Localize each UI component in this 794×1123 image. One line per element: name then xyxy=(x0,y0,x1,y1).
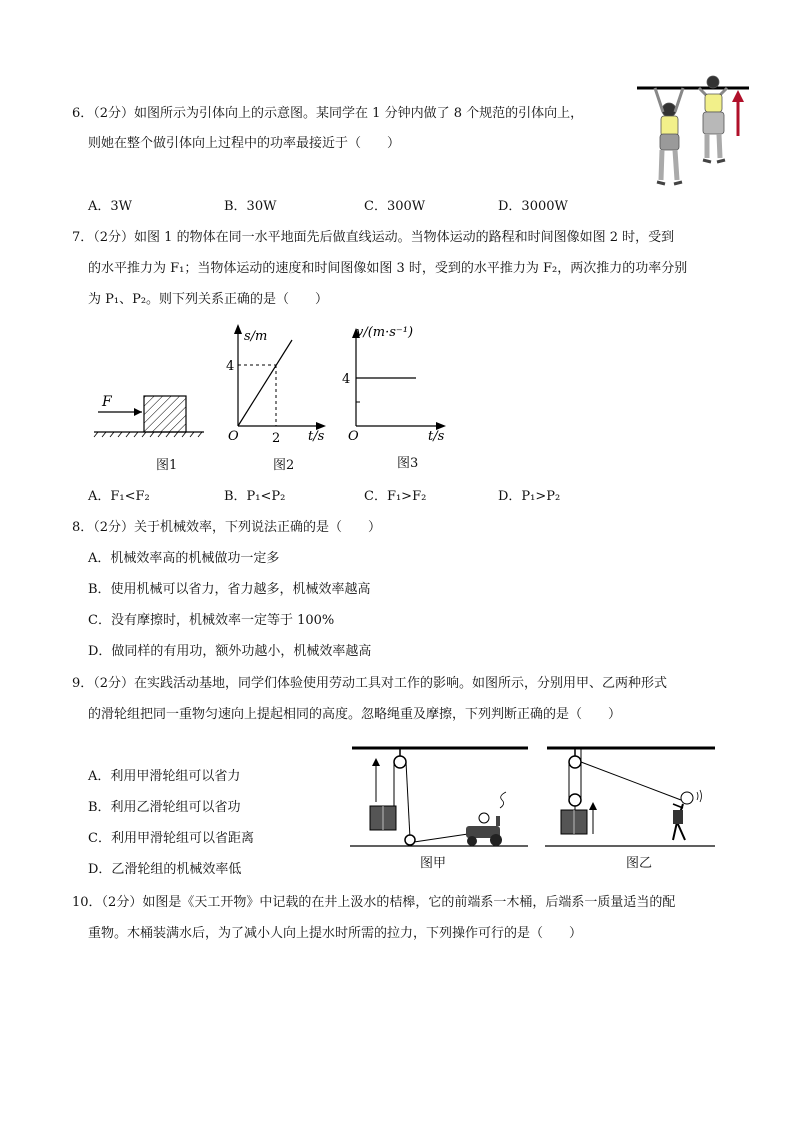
q7-fig3-ytick: 4 xyxy=(342,372,351,387)
q9-line2: 的滑轮组把同一重物匀速向上提起相同的高度。忽略绳重及摩擦，下列判断正确的是（ ） xyxy=(88,707,622,722)
q7-option-b[interactable]: B．P₁<P₂ xyxy=(224,489,286,504)
q10-line2: 重物。木桶装满水后，为了减小人向上提水时所需的拉力，下列操作可行的是（ ） xyxy=(88,926,583,941)
q8-option-b[interactable]: B．使用机械可以省力，省力越多，机械效率越高 xyxy=(88,582,371,597)
q7-figure-2-caption: 图2 xyxy=(273,458,295,473)
q8-option-d[interactable]: D．做同样的有用功，额外功越小，机械效率越高 xyxy=(88,644,372,659)
q7-fig2-ytick: 4 xyxy=(226,359,235,374)
q7-line1: 7．（2分）如图 1 的物体在同一水平地面先后做直线运动。当物体运动的路程和时间图像如图 2 时，受到 xyxy=(72,230,675,245)
q7-fig3-ylabel: v/(m·s⁻¹) xyxy=(356,325,414,340)
q6-line1: 6．（2分）如图所示为引体向上的示意图。某同学在 1 分钟内做了 8 个规范的引体向上， xyxy=(72,106,584,121)
q7-fig3-origin: O xyxy=(348,429,359,444)
q7-figure-3 xyxy=(342,322,457,447)
q7-force-label: F xyxy=(102,394,112,410)
q7-line3: 为 P₁、P₂。则下列关系正确的是（ ） xyxy=(88,292,329,307)
q9-figure-b-caption: 图乙 xyxy=(626,856,653,871)
q9-line1: 9．（2分）在实践活动基地，同学们体验使用劳动工具对工作的影响。如图所示，分别用甲、乙两种形式 xyxy=(72,676,668,691)
q7-fig3-xlabel: t/s xyxy=(428,429,445,444)
q7-fig2-ylabel: s/m xyxy=(244,329,268,344)
q7-fig2-xtick: 2 xyxy=(272,431,281,446)
q6-option-b[interactable]: B．30W xyxy=(224,199,277,214)
q7-fig2-origin: O xyxy=(228,429,239,444)
q6-option-d[interactable]: D．3000W xyxy=(498,199,568,214)
q9-pulley-figure-b xyxy=(545,742,720,857)
q10-line1: 10．（2分）如图是《天工开物》中记载的在井上汲水的桔槔，它的前端系一木桶，后端系一质量适当的配 xyxy=(72,895,676,910)
q9-option-c[interactable]: C．利用甲滑轮组可以省距离 xyxy=(88,831,254,846)
q7-figure-1 xyxy=(94,388,214,438)
q6-option-c[interactable]: C．300W xyxy=(364,199,426,214)
q8-option-a[interactable]: A．机械效率高的机械做功一定多 xyxy=(88,551,280,566)
q9-option-d[interactable]: D．乙滑轮组的机械效率低 xyxy=(88,862,242,877)
q6-line2: 则她在整个做引体向上过程中的功率最接近于（ ） xyxy=(88,136,401,151)
q7-figure-2 xyxy=(224,322,334,447)
q7-figure-1-caption: 图1 xyxy=(156,458,178,473)
q6-option-a[interactable]: A．3W xyxy=(88,199,133,214)
q8-line1: 8．（2分）关于机械效率，下列说法正确的是（ ） xyxy=(72,520,382,535)
q7-option-a[interactable]: A．F₁<F₂ xyxy=(88,489,150,504)
q7-fig2-xlabel: t/s xyxy=(308,429,325,444)
q7-figure-3-caption: 图3 xyxy=(397,456,419,471)
q9-option-b[interactable]: B．利用乙滑轮组可以省功 xyxy=(88,800,241,815)
q7-option-d[interactable]: D．P₁>P₂ xyxy=(498,489,561,504)
q8-option-c[interactable]: C．没有摩擦时，机械效率一定等于 100% xyxy=(88,613,335,628)
pull-up-illustration xyxy=(637,72,752,197)
q9-pulley-figure-a xyxy=(350,742,530,857)
q7-line2: 的水平推力为 F₁；当物体运动的速度和时间图像如图 3 时，受到的水平推力为 F₂，两次推力的功率分别 xyxy=(88,261,688,276)
q9-option-a[interactable]: A．利用甲滑轮组可以省力 xyxy=(88,769,241,784)
q7-option-c[interactable]: C．F₁>F₂ xyxy=(364,489,427,504)
q9-figure-a-caption: 图甲 xyxy=(420,856,447,871)
